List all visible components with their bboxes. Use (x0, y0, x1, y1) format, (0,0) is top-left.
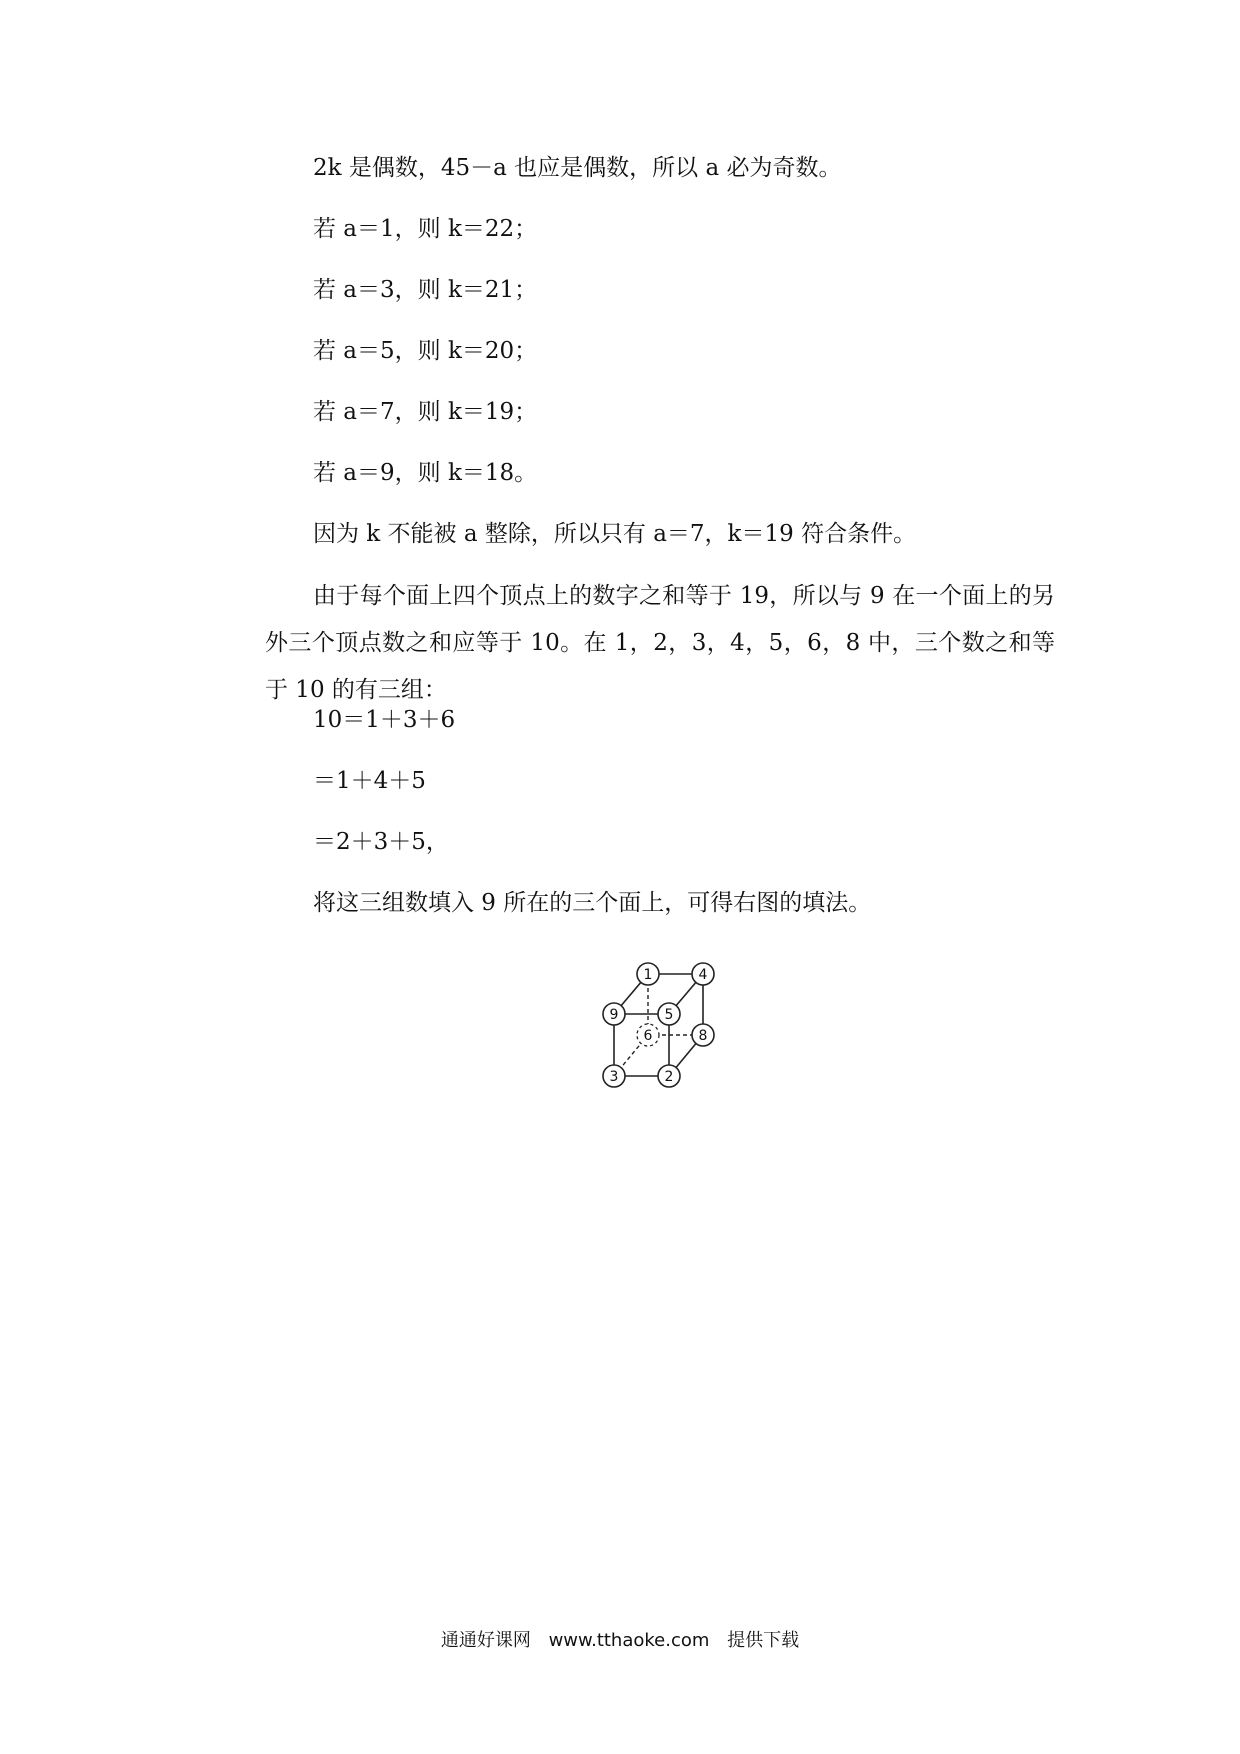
text-line-1: 2k 是偶数，45－a 也应是偶数，所以 a 必为奇数。 (313, 155, 842, 181)
vertex-label-bottom-back-right: 8 (698, 1028, 708, 1044)
text-line-3: 若 a＝3，则 k＝21； (313, 277, 538, 303)
vertex-label-top-front-left: 9 (609, 1007, 619, 1023)
vertex-label-bottom-back-left: 6 (643, 1028, 653, 1044)
text-line-5: 若 a＝7，则 k＝19； (313, 399, 538, 425)
footer-note: 提供下载 (727, 1630, 800, 1651)
footer-url[interactable]: www.tthaoke.com (548, 1630, 710, 1651)
text-line-6: 若 a＝9，则 k＝18。 (313, 460, 538, 486)
equation-1: 10＝1＋3＋6 (313, 707, 456, 733)
paragraph-sum-groups: 由于每个面上四个顶点上的数字之和等于 19，所以与 9 在一个面上的另外三个顶点数之和应等于 10。在 1，2，3，4，5，6，8 中，三个数之和等于 10 的有三组： (265, 583, 1055, 703)
conclusion-line: 将这三组数填入 9 所在的三个面上，可得右图的填法。 (313, 890, 872, 916)
page-footer (0, 1626, 1240, 1652)
text-line-2: 若 a＝1，则 k＝22； (313, 216, 538, 242)
text-line-7: 因为 k 不能被 a 整除，所以只有 a＝7，k＝19 符合条件。 (313, 521, 917, 547)
equation-3: ＝2＋3＋5， (313, 829, 449, 855)
vertex-label-bottom-front-right: 2 (664, 1069, 674, 1085)
text-line-4: 若 a＝5，则 k＝20； (313, 338, 538, 364)
footer-site-name: 通通好课网 (440, 1630, 531, 1651)
vertex-label-top-back-left: 1 (643, 967, 653, 983)
equation-2: ＝1＋4＋5 (313, 768, 426, 794)
cube-diagram (596, 958, 736, 1098)
vertex-label-top-back-right: 4 (698, 967, 708, 983)
vertex-label-top-front-right: 5 (664, 1007, 674, 1023)
vertex-label-bottom-front-left: 3 (609, 1069, 619, 1085)
